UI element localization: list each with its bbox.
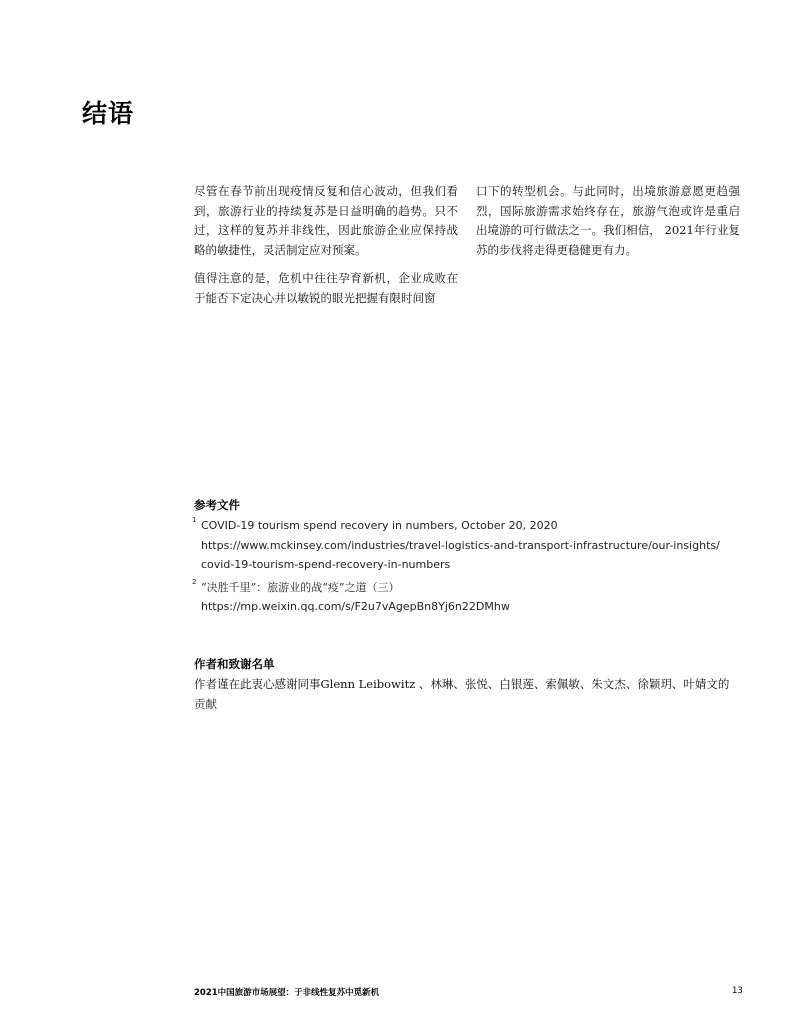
reference-url-link[interactable]: https://www.mckinsey.com/industries/travel-logistics-and-transport-infrastructure/our-insights/ xyxy=(201,538,720,552)
reference-title: COVID-19 tourism spend recovery in numbers, October 20, 2020 xyxy=(201,519,558,532)
reference-title: “决胜千里”：旅游业的战“疫”之道（三） xyxy=(201,580,400,594)
reference-url-link[interactable]: covid-19-tourism-spend-recovery-in-numbers xyxy=(201,558,451,571)
reference-item xyxy=(192,516,752,575)
body-right-column xyxy=(476,182,740,260)
references-heading: 参考文件 xyxy=(194,498,240,512)
reference-url-link[interactable]: https://mp.weixin.qq.com/s/F2u7vAgepBn8Yj6n22DMhw xyxy=(201,600,510,613)
body-paragraph: 值得注意的是，危机中往往孕育新机，企业成败在于能否下定决心并以敏锐的眼光把握有限时间窗 xyxy=(194,271,458,305)
footer-page-number: 13 xyxy=(732,986,743,996)
authors-acknowledgement: 作者谨在此衷心感谢同事Glenn Leibowitz 、林琳、张悦、白银莲、索佩敏、朱文杰、徐颖玥、叶婧文的贡献 xyxy=(194,677,730,711)
body-paragraph: 口下的转型机会。与此同时，出境旅游意愿更趋强烈，国际旅游需求始终存在，旅游气泡或许是重启出境游的可行做法之一。我们相信， 2021年行业复苏的步伐将走得更稳健更有力。 xyxy=(476,184,740,257)
references-list xyxy=(192,516,752,617)
authors-heading: 作者和致谢名单 xyxy=(194,657,275,671)
reference-number: 2 xyxy=(192,577,197,586)
footer-report-title: 2021中国旅游市场展望：于非线性复苏中觅新机 xyxy=(194,988,380,998)
page-title: 结语 xyxy=(82,99,135,128)
reference-number: 1 xyxy=(192,516,197,524)
body-left-column xyxy=(194,182,458,308)
body-paragraph: 尽管在春节前出现疫情反复和信心波动，但我们看到，旅游行业的持续复苏是日益明确的趋势。只不过，这样的复苏并非线性，因此旅游企业应保持战略的敏捷性，灵活制定应对预案。 xyxy=(194,184,458,257)
reference-item xyxy=(192,578,752,617)
